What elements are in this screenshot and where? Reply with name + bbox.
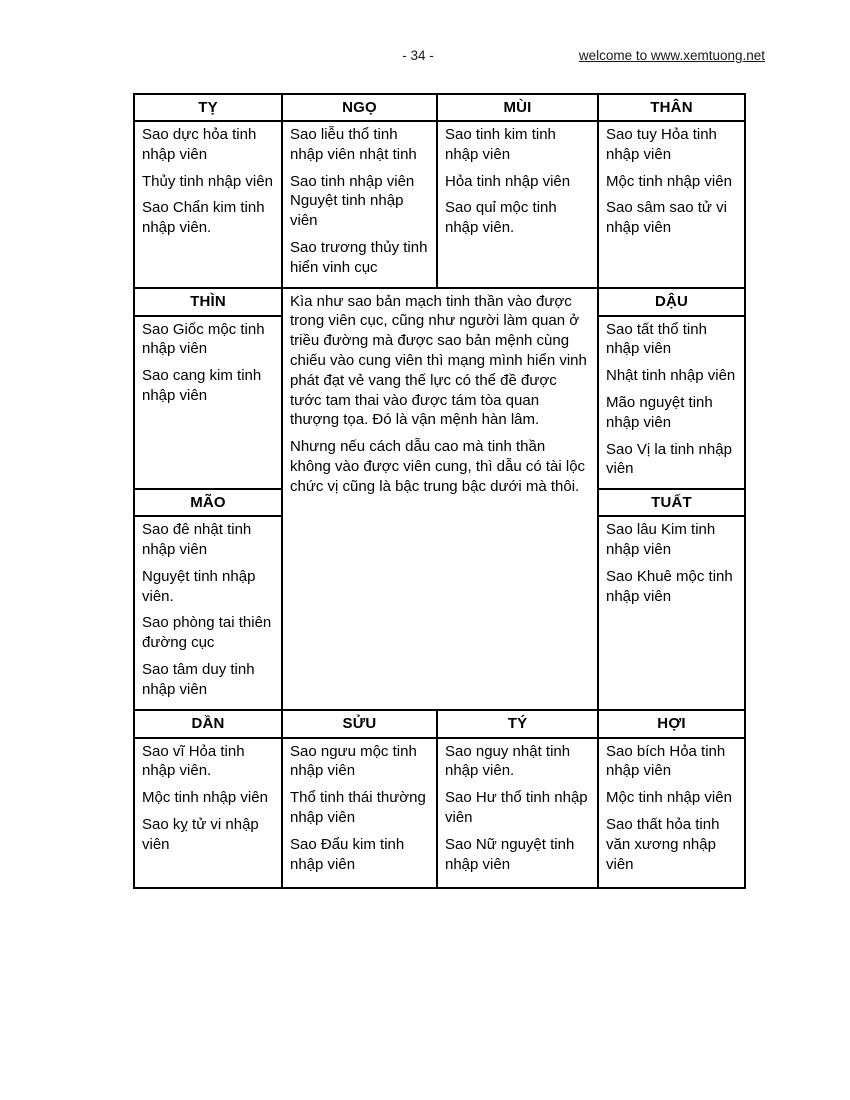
cell-thin-header: THÌN [134,288,282,316]
star-entry: Sao Giốc mộc tinh nhập viên [142,320,265,358]
cell-suu-content [282,738,437,888]
star-entry: Sao tâm duy tinh nhập viên [142,660,255,698]
star-entry: Sao Khuê mộc tinh nhập viên [606,567,733,605]
star-entry: Sao liễu thổ tinh nhập viên nhật tinh [290,126,417,163]
star-entry: Sao nguy nhật tinh nhập viên. [445,742,571,780]
cell-tyy-header: TÝ [437,710,598,738]
star-entry: Sao đê nhật tinh nhập viên [142,521,252,558]
commentary-paragraph: Kìa như sao bản mạch tinh thần vào được trong viên cục, cũng như người làm quan ở triều đường mà được sao bản mệnh cùng chiếu vào cung viên thì mạng mình hiển vinh phát đạt vẻ vang thế lực có thể đề được tước tam thai vào được tám tòa quan thượng tọa. Đó là vận mệnh hàn lâm. [290,292,587,429]
star-entry: Sao vĩ Hỏa tinh nhập viên. [142,742,245,780]
star-entry: Sao Hư thổ tinh nhập viên [445,789,588,826]
cell-mui-header: MÙI [437,94,598,121]
star-entry: Sao Đẩu kim tinh nhập viên [290,835,405,873]
cell-tuat-content [598,516,745,709]
table-row [134,710,745,738]
star-entry: Mộc tinh nhập viên [142,789,268,807]
star-entry: Sao cang kim tinh nhập viên [142,367,262,404]
star-entry: Sao sâm sao tử vi nhập viên [606,199,727,237]
star-entry: Sao ngưu mộc tinh nhập viên [290,742,417,780]
cell-hoi-content [598,738,745,888]
star-entry: Sao tinh nhập viên Nguyệt tinh nhập viên [290,172,415,230]
star-entry: Nhật tinh nhập viên [606,367,736,385]
star-entry: Sao dực hỏa tinh nhập viên [142,126,257,163]
commentary-paragraph: Nhưng nếu cách dẫu cao mà tinh thần không vào được viên cung, thì dẫu có tài lộc chức vị cũng là bậc trung bậc dưới mà thôi. [290,438,586,495]
cell-mao-header: MÃO [134,489,282,516]
cell-ty-header: TỴ [134,94,282,121]
cell-mao-content [134,516,282,709]
star-entry: Sao Vị la tinh nhập viên [606,440,732,478]
star-entry: Sao tất thổ tinh nhập viên [606,320,707,358]
cell-suu-header: SỬU [282,710,437,738]
star-entry: Sao lâu Kim tinh nhập viên [606,521,716,558]
cell-than-content [598,121,745,288]
page-header [0,48,850,68]
cell-dau-content [598,316,745,490]
cell-ngo-content [282,121,437,288]
cell-ty-content [134,121,282,288]
star-entry: Sao quỉ mộc tinh nhập viên. [445,199,557,237]
star-entry: Mộc tinh nhập viên [606,172,732,190]
star-entry: Sao tuy Hỏa tinh nhập viên [606,126,717,163]
table-row [134,121,745,288]
center-commentary-cell [282,288,598,710]
star-entry: Sao Nữ nguyệt tinh nhập viên [445,835,575,873]
cell-dau-header: DẬU [598,288,745,316]
cell-ngo-header: NGỌ [282,94,437,121]
cell-thin-content [134,316,282,490]
star-entry: Nguyệt tinh nhập viên. [142,567,256,605]
tuvi-chart-table [133,93,746,889]
star-entry: Mộc tinh nhập viên [606,789,732,807]
cell-dan-header: DẦN [134,710,282,738]
cell-tuat-header: TUẤT [598,489,745,516]
cell-tyy-content [437,738,598,888]
star-entry: Thủy tinh nhập viên [142,172,273,190]
cell-dan-content [134,738,282,888]
table-row [134,738,745,888]
cell-than-header: THÂN [598,94,745,121]
cell-hoi-header: HỢI [598,710,745,738]
star-entry: Sao tinh kim tinh nhập viên [445,126,556,163]
table-row [134,94,745,121]
site-link[interactable]: welcome to www.xemtuong.net [578,48,765,63]
star-entry: Hỏa tinh nhập viên [445,172,571,190]
star-entry: Thổ tinh thái thường nhập viên [290,789,426,826]
star-entry: Sao trương thủy tinh hiển vinh cục [290,238,428,276]
star-entry: Sao bích Hỏa tinh nhập viên [606,742,726,780]
star-entry: Mão nguyệt tinh nhập viên [606,393,713,431]
star-entry: Sao kỵ tử vi nhập viên [142,815,259,853]
star-entry: Sao phòng tai thiên đường cục [142,614,272,652]
star-entry: Sao thất hỏa tinh văn xương nhập viên [606,815,720,873]
cell-mui-content [437,121,598,288]
table-row [134,288,745,316]
page-number: - 34 - [402,48,434,63]
star-entry: Sao Chẩn kim tinh nhập viên. [142,199,265,237]
